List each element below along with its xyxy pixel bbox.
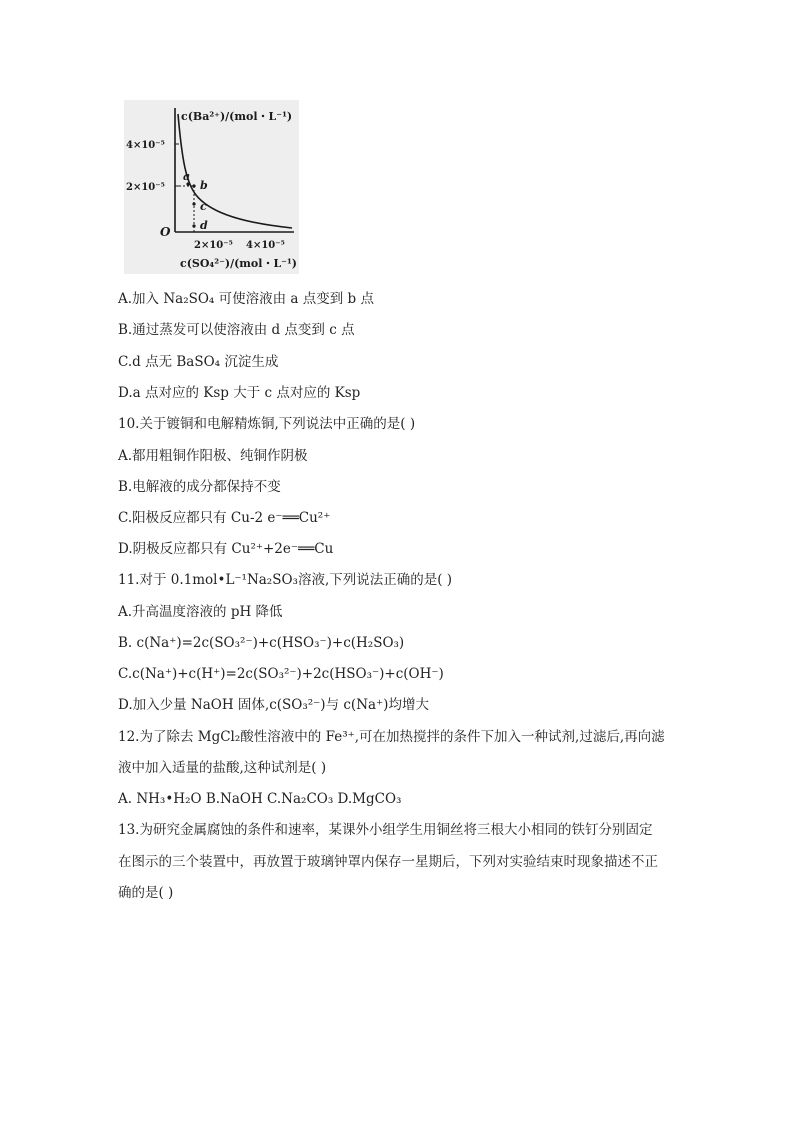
q9-option-d: D.a 点对应的 Ksp 大于 c 点对应的 Ksp	[118, 385, 361, 401]
q12-stem-line-1: 12.为了除去 MgCl₂酸性溶液中的 Fe³⁺,可在加热搅拌的条件下加入一种试剂,过滤后,再向滤	[118, 729, 665, 745]
solubility-curve-svg	[124, 100, 299, 274]
x-tick-label-2e-5: 2×10⁻⁵	[194, 240, 233, 251]
point-b-label: b	[200, 179, 208, 192]
q10-stem: 10.关于镀铜和电解精炼铜,下列说法中正确的是( )	[118, 416, 416, 432]
q10-option-a: A.都用粗铜作阳极、纯铜作阴极	[118, 448, 308, 464]
q11-option-d: D.加入少量 NaOH 固体,c(SO₃²⁻)与 c(Na⁺)均增大	[118, 697, 429, 713]
q13-stem-line-1: 13.为研究金属腐蚀的条件和速率，某课外小组学生用铜丝将三根大小相同的铁钉分别固定	[118, 822, 653, 838]
point-c-mark	[192, 202, 195, 205]
q9-option-c: C.d 点无 BaSO₄ 沉淀生成	[118, 354, 279, 370]
q12-stem-line-2: 液中加入适量的盐酸,这种试剂是( )	[118, 760, 327, 776]
q11-option-b: B. c(Na⁺)=2c(SO₃²⁻)+c(HSO₃⁻)+c(H₂SO₃)	[118, 635, 405, 651]
q9-option-b: B.通过蒸发可以使溶液由 d 点变到 c 点	[118, 322, 355, 338]
q11-stem: 11.对于 0.1mol•L⁻¹Na₂SO₃溶液,下列说法正确的是( )	[118, 572, 453, 588]
q13-stem-line-2: 在图示的三个装置中，再放置于玻璃钟罩内保存一星期后，下列对实验结束时现象描述不正	[118, 854, 658, 870]
q9-option-a: A.加入 Na₂SO₄ 可使溶液由 a 点变到 b 点	[118, 291, 374, 307]
q10-option-d: D.阴极反应都只有 Cu²⁺+2e⁻══Cu	[118, 541, 334, 557]
y-axis-label: c(Ba²⁺)/(mol・L⁻¹)	[181, 110, 293, 123]
solubility-curve-figure	[124, 100, 299, 274]
point-c-label: c	[200, 200, 207, 213]
point-a-label: a	[183, 170, 191, 183]
point-d-label: d	[200, 219, 208, 232]
q12-options: A. NH₃•H₂O B.NaOH C.Na₂CO₃ D.MgCO₃	[118, 791, 402, 807]
origin-label: O	[160, 225, 171, 239]
q10-option-c: C.阳极反应都只有 Cu-2 e⁻══Cu²⁺	[118, 510, 331, 526]
point-d-mark	[192, 224, 195, 227]
x-tick-label-4e-5: 4×10⁻⁵	[246, 240, 285, 251]
q10-option-b: B.电解液的成分都保持不变	[118, 479, 281, 495]
q11-option-c: C.c(Na⁺)+c(H⁺)=2c(SO₃²⁻)+2c(HSO₃⁻)+c(OH⁻)	[118, 666, 444, 682]
y-tick-label-2e-5: 2×10⁻⁵	[126, 182, 165, 193]
point-b-mark	[192, 184, 195, 187]
x-axis-label: c(SO₄²⁻)/(mol・L⁻¹)	[180, 257, 298, 270]
y-tick-label-4e-5: 4×10⁻⁵	[126, 140, 165, 151]
q13-stem-line-3: 确的是( )	[118, 885, 174, 901]
equilibrium-curve	[178, 114, 292, 228]
q11-option-a: A.升高温度溶液的 pH 降低	[118, 604, 283, 620]
